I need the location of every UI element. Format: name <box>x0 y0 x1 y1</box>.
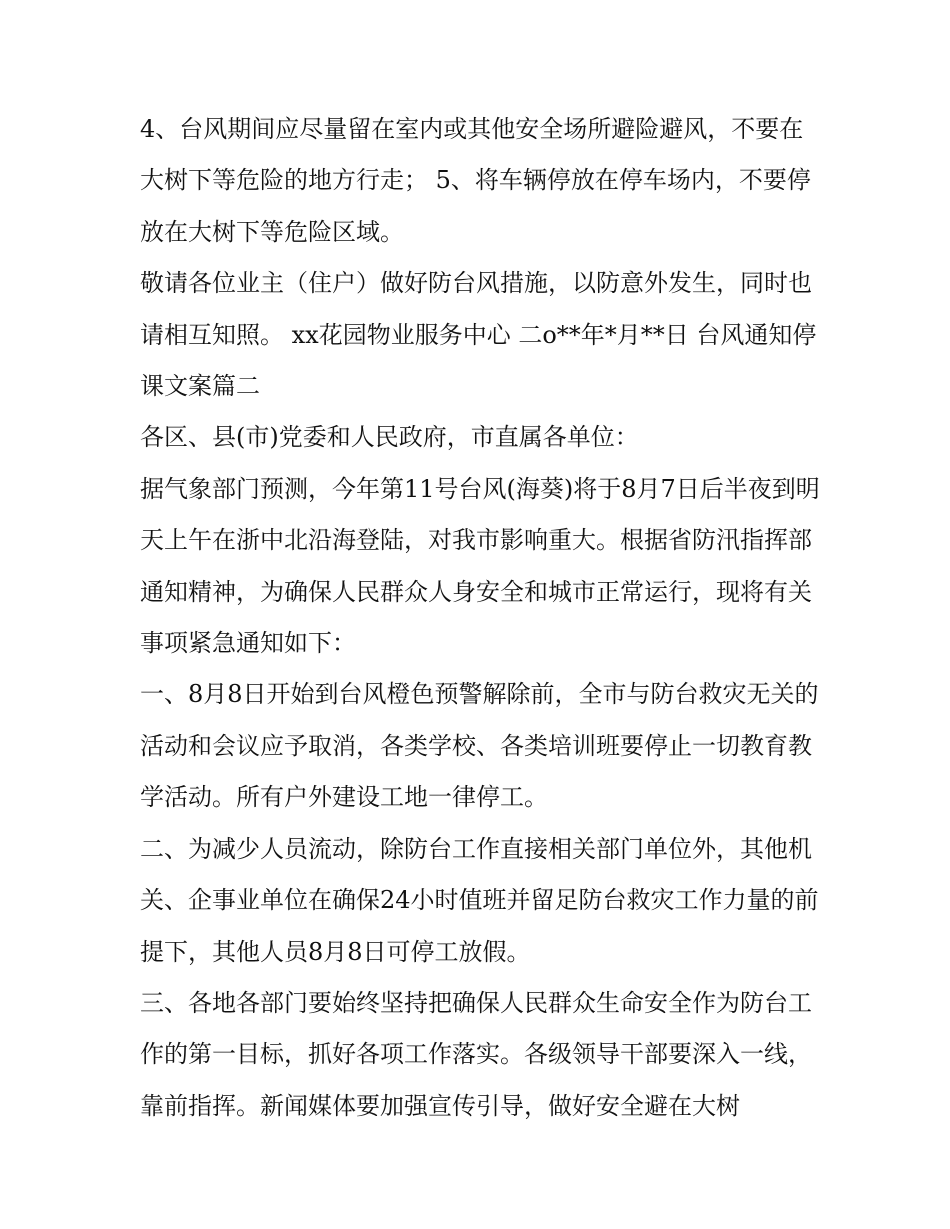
paragraph-addressee: 各区、县(市)党委和人民政府，市直属各单位： <box>140 423 639 452</box>
paragraph-item-one: 一、8月8日开始到台风橙色预警解除前，全市与防台救灾无关的活动和会议应予取消，各类学校、各类培训班要停止一切教育教学活动。所有户外建设工地一律停工。 <box>140 680 819 812</box>
document-body <box>140 104 820 1132</box>
paragraph-owner-notice: 敬请各位业主（住户）做好防台风措施，以防意外发生，同时也请相互知照。 xx花园物业服务中心 二o**年*月**日 台风通知停课文案篇二 <box>140 269 817 401</box>
paragraph-item-three: 三、各地各部门要始终坚持把确保人民群众生命安全作为防台工作的第一目标，抓好各项工作落实。各级领导干部要深入一线，靠前指挥。新闻媒体要加强宣传引导，做好安全避在大树 <box>140 988 812 1120</box>
paragraph-forecast: 据气象部门预测，今年第11号台风(海葵)将于8月7日后半夜到明天上午在浙中北沿海登陆，对我市影响重大。根据省防汛指挥部通知精神，为确保人民群众人身安全和城市正常运行，现将有关事项紧急通知如下： <box>140 474 820 658</box>
paragraph-safety-tips: 4、台风期间应尽量留在室内或其他安全场所避险避风，不要在大树下等危险的地方行走； 5、将车辆停放在停车场内，不要停放在大树下等危险区域。 <box>140 115 811 246</box>
paragraph-item-two: 二、为减少人员流动，除防台工作直接相关部门单位外，其他机关、企事业单位在确保24小时值班并留足防台救灾工作力量的前提下，其他人员8月8日可停工放假。 <box>140 834 819 966</box>
